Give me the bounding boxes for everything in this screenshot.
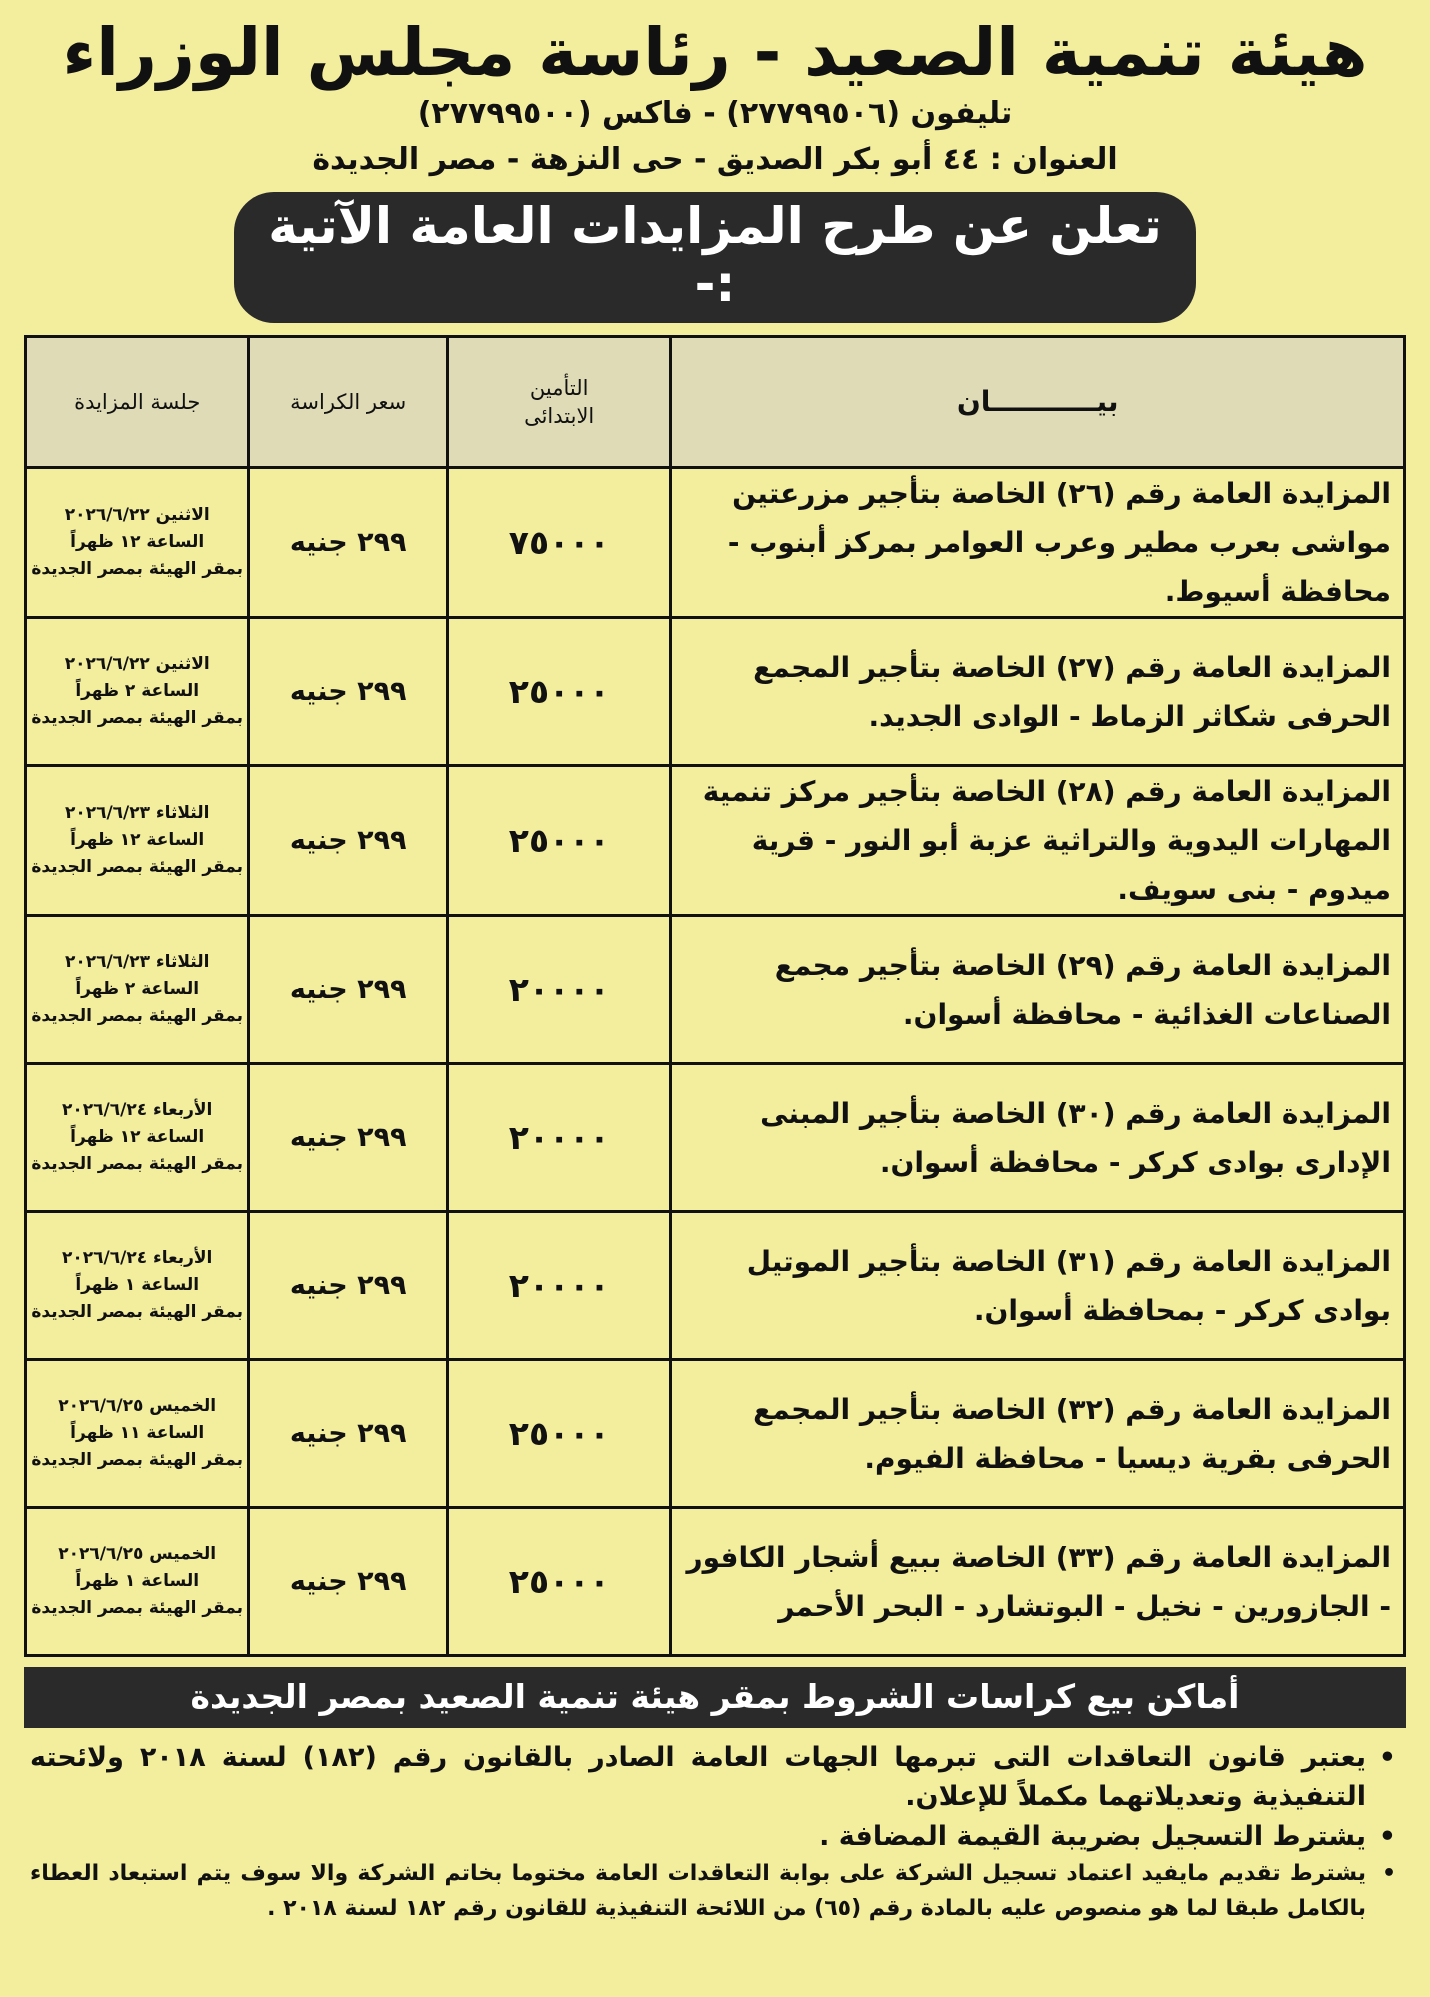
table-row [26, 1508, 1405, 1656]
bullet-icon: • [1378, 1820, 1396, 1852]
table-row [26, 1064, 1405, 1212]
table-row [26, 1212, 1405, 1360]
row-price: ٢٩٩ جنيه [249, 1360, 448, 1508]
table-header-row [26, 337, 1405, 468]
row-deposit: ٧٥٠٠٠ [447, 468, 670, 618]
row-description: المزايدة العامة رقم (٣٢) الخاصة بتأجير المجمع الحرفى بقرية ديسيا - محافظة الفيوم. [671, 1360, 1405, 1508]
row-deposit: ٢٠٠٠٠ [447, 1064, 670, 1212]
row-description: المزايدة العامة رقم (٣٣) الخاصة ببيع أشجار الكافور - الجازورين - نخيل - البوتشارد - البحر الأحمر [671, 1508, 1405, 1656]
row-description: المزايدة العامة رقم (٢٦) الخاصة بتأجير مزرعتين مواشى بعرب مطير وعرب العوامر بمركز أبنوب - محافظة أسيوط. [671, 468, 1405, 618]
sales-location-banner: أماكن بيع كراسات الشروط بمقر هيئة تنمية الصعيد بمصر الجديدة [24, 1667, 1406, 1728]
header-description: بيـــــــــــان [671, 337, 1405, 468]
note-item: • يشترط تقديم مايفيد اعتماد تسجيل الشركة على بوابة التعاقدات العامة مختوما بخاتم الشركة والا سوف يتم استبعاد العطاء بالكامل طبقا لما هو منصوص عليه بالمادة رقم (٦٥) من اللائحة التنفيذية للقانون رقم ١٨٢ لسنة ٢٠١٨ . [30, 1856, 1400, 1926]
auctions-table [24, 335, 1406, 1657]
row-session: الخميس ٢٠٢٦/٦/٢٥ الساعة ١١ ظهراً بمقر الهيئة بمصر الجديدة [26, 1360, 249, 1508]
row-price: ٢٩٩ جنيه [249, 1212, 448, 1360]
table-row [26, 916, 1405, 1064]
org-title: هيئة تنمية الصعيد - رئاسة مجلس الوزراء [62, 14, 1368, 91]
bullet-icon: • [1378, 1742, 1396, 1774]
table-row [26, 1360, 1405, 1508]
row-deposit: ٢٠٠٠٠ [447, 916, 670, 1064]
note-item: • يعتبر قانون التعاقدات التى تبرمها الجهات العامة الصادر بالقانون رقم (١٨٢) لسنة ٢٠١٨ ولائحته التنفيذية وتعديلاتهما مكملاً للإعلان. [30, 1738, 1400, 1816]
row-price: ٢٩٩ جنيه [249, 1508, 448, 1656]
row-deposit: ٢٥٠٠٠ [447, 766, 670, 916]
row-session: الثلاثاء ٢٠٢٦/٦/٢٣ الساعة ٢ ظهراً بمقر الهيئة بمصر الجديدة [26, 916, 249, 1064]
row-description: المزايدة العامة رقم (٢٩) الخاصة بتأجير مجمع الصناعات الغذائية - محافظة أسوان. [671, 916, 1405, 1064]
row-deposit: ٢٥٠٠٠ [447, 618, 670, 766]
row-session: الخميس ٢٠٢٦/٦/٢٥ الساعة ١ ظهراً بمقر الهيئة بمصر الجديدة [26, 1508, 249, 1656]
row-description: المزايدة العامة رقم (٣١) الخاصة بتأجير الموتيل بوادى كركر - بمحافظة أسوان. [671, 1212, 1405, 1360]
row-deposit: ٢٥٠٠٠ [447, 1360, 670, 1508]
row-price: ٢٩٩ جنيه [249, 468, 448, 618]
table-row [26, 468, 1405, 618]
note-item: • يشترط التسجيل بضريبة القيمة المضافة . [30, 1817, 1400, 1856]
row-price: ٢٩٩ جنيه [249, 916, 448, 1064]
row-deposit: ٢٥٠٠٠ [447, 1508, 670, 1656]
row-deposit: ٢٠٠٠٠ [447, 1212, 670, 1360]
bullet-icon: • [1381, 1860, 1396, 1886]
row-session: الاثنين ٢٠٢٦/٦/٢٢ الساعة ٢ ظهراً بمقر الهيئة بمصر الجديدة [26, 618, 249, 766]
row-price: ٢٩٩ جنيه [249, 766, 448, 916]
row-session: الأربعاء ٢٠٢٦/٦/٢٤ الساعة ١٢ ظهراً بمقر الهيئة بمصر الجديدة [26, 1064, 249, 1212]
row-session: الاثنين ٢٠٢٦/٦/٢٢ الساعة ١٢ ظهراً بمقر الهيئة بمصر الجديدة [26, 468, 249, 618]
row-price: ٢٩٩ جنيه [249, 1064, 448, 1212]
row-description: المزايدة العامة رقم (٢٧) الخاصة بتأجير المجمع الحرفى شكاثر الزماط - الوادى الجديد. [671, 618, 1405, 766]
table-row [26, 618, 1405, 766]
table-row [26, 766, 1405, 916]
header-deposit: التأمين الابتدائى [447, 337, 670, 468]
row-session: الأربعاء ٢٠٢٦/٦/٢٤ الساعة ١ ظهراً بمقر الهيئة بمصر الجديدة [26, 1212, 249, 1360]
contact-line: تليفون (٢٧٧٩٩٥٠٦) - فاكس (٢٧٧٩٩٥٠٠) [417, 96, 1013, 132]
row-session: الثلاثاء ٢٠٢٦/٦/٢٣ الساعة ١٢ ظهراً بمقر الهيئة بمصر الجديدة [26, 766, 249, 916]
address-line: العنوان : ٤٤ أبو بكر الصديق - حى النزهة - مصر الجديدة [312, 141, 1118, 177]
row-price: ٢٩٩ جنيه [249, 618, 448, 766]
header-session: جلسة المزايدة [26, 337, 249, 468]
notes-list [24, 1738, 1406, 1926]
announcement-banner: تعلن عن طرح المزايدات العامة الآتية :- [234, 192, 1196, 323]
row-description: المزايدة العامة رقم (٢٨) الخاصة بتأجير مركز تنمية المهارات اليدوية والتراثية عزبة أبو النور - قرية ميدوم - بنى سويف. [671, 766, 1405, 916]
row-description: المزايدة العامة رقم (٣٠) الخاصة بتأجير المبنى الإدارى بوادى كركر - محافظة أسوان. [671, 1064, 1405, 1212]
header-price: سعر الكراسة [249, 337, 448, 468]
